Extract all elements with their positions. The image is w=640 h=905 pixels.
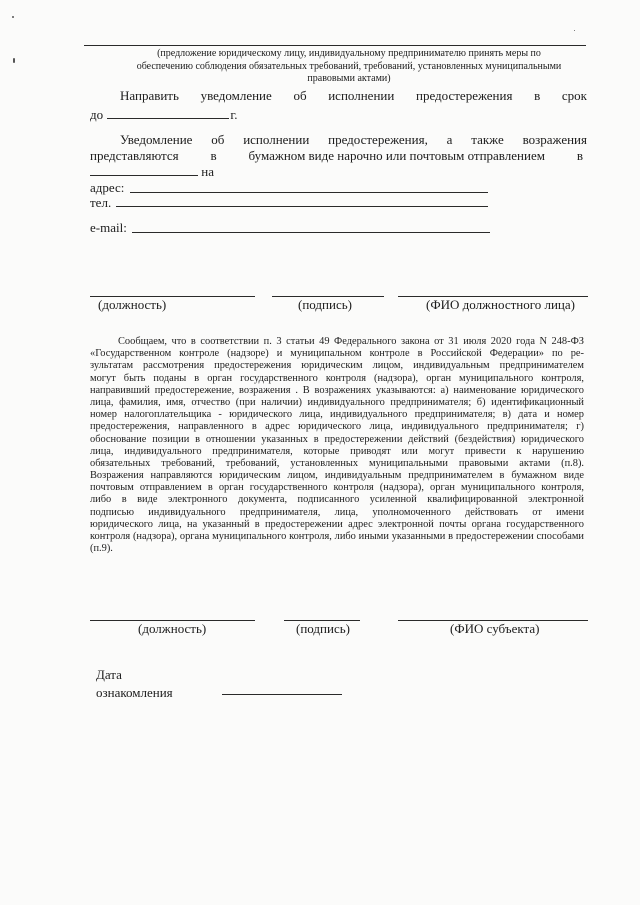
legal-notice-line: направивший предостережение, возражения . В возражениях указываются: а) наименование юридического — [90, 384, 584, 396]
subject-signature-caption: (подпись) — [296, 621, 350, 636]
scan-speck — [574, 30, 575, 31]
legal-notice — [90, 336, 584, 555]
address-label: адрес: — [90, 180, 125, 195]
submission-line-1: Уведомление об исполнении предостережения, а также возражения — [120, 132, 587, 147]
official-name-caption: (ФИО должностного лица) — [426, 297, 575, 312]
phone-label: тел. — [90, 195, 112, 210]
deadline-paragraph — [90, 88, 587, 123]
legal-notice-line: номер налогоплательщика - юридического лица, индивидуального предпринимателя; в) дата и номер — [90, 409, 584, 421]
submission-date-field[interactable] — [90, 164, 198, 176]
acquaintance-date-field[interactable] — [222, 694, 342, 695]
legal-notice-line: подписью индивидуального предпринимателя, лица, уполномоченного действовать от имени — [90, 506, 584, 518]
top-field-line — [84, 45, 586, 46]
submission-line-3: на — [90, 164, 587, 180]
legal-notice-line: «Государственном контроле (надзоре) и муниципальном контроле в Российской Федерации» по ре- — [90, 348, 584, 360]
legal-notice-line: зультатам рассмотрения предостережения юридическим лицом, индивидуальным предпринимателем — [90, 360, 584, 372]
phone-field[interactable] — [116, 206, 488, 207]
deadline-line-2: до г. — [90, 107, 238, 122]
legal-notice-line: почтовым отправлением в орган государственного контроля (надзора), орган муниципального контроля, — [90, 482, 584, 494]
deadline-date-field[interactable] — [107, 107, 229, 119]
scan-speck — [12, 16, 14, 18]
subject-name-caption: (ФИО субъекта) — [450, 621, 540, 636]
email-label: e-mail: — [90, 220, 127, 235]
legal-notice-line: (п.9). — [90, 543, 113, 555]
scan-speck — [13, 58, 15, 63]
legal-notice-line: Возражения направляются юридическим лицом, индивидуальным предпринимателем в бумажном виде — [90, 470, 584, 482]
address-field[interactable] — [130, 192, 488, 193]
official-signature-caption: (подпись) — [298, 297, 352, 312]
legal-notice-line: либо в виде электронного документа, подписанного усиленной квалифицированной электронной — [90, 494, 584, 506]
legal-notice-line: лица, фамилия, имя, отчество (при наличии) индивидуального предпринимателя; б) идентификационный — [90, 396, 584, 408]
legal-notice-line: предостережения, направленного в адрес юридического лица, индивидуального предпринимателя; г) — [90, 421, 584, 433]
deadline-line-1: Направить уведомление об исполнении предостережения в срок — [120, 88, 587, 103]
legal-notice-line: лица, индивидуального предпринимателя, которые приводят или могут привести к нарушению — [90, 445, 584, 457]
acquaintance-date-label: Дата ознакомления — [96, 667, 173, 700]
legal-notice-line: контроля (надзора), органа муниципального контроля, либо иными указанными в предостережении способами — [90, 531, 584, 542]
header-clarification: (предложение юридическому лицу, индивидуальному предпринимателю принять меры по обеспечению соблюдения обязательных требований, требований, установленных муниципальными правовыми актами) — [136, 48, 562, 84]
email-field[interactable] — [132, 232, 490, 233]
legal-notice-line: обоснование позиции в отношении указанных в предостережении действий (бездействия) юридического — [90, 433, 584, 445]
official-position-caption: (должность) — [98, 297, 167, 312]
legal-notice-line: могут быть поданы в орган государственного контроля (надзора), орган муниципального контроля, — [90, 372, 584, 384]
subject-position-caption: (должность) — [138, 621, 207, 636]
submission-line-2: представляются в бумажном виде нарочно или почтовым отправлением в — [90, 148, 583, 163]
legal-notice-line: Сообщаем, что в соответствии п. 3 статьи 49 Федерального закона от 31 июля 2020 года N 248-ФЗ — [118, 336, 584, 347]
submission-paragraph — [90, 132, 587, 180]
legal-notice-line: юридического лица, на указанный в предостережении адрес электронной почты органа государственного — [90, 518, 584, 530]
legal-notice-line: обязательных требований, требований, установленных муниципальными правовыми актами (п.8). — [90, 457, 584, 469]
